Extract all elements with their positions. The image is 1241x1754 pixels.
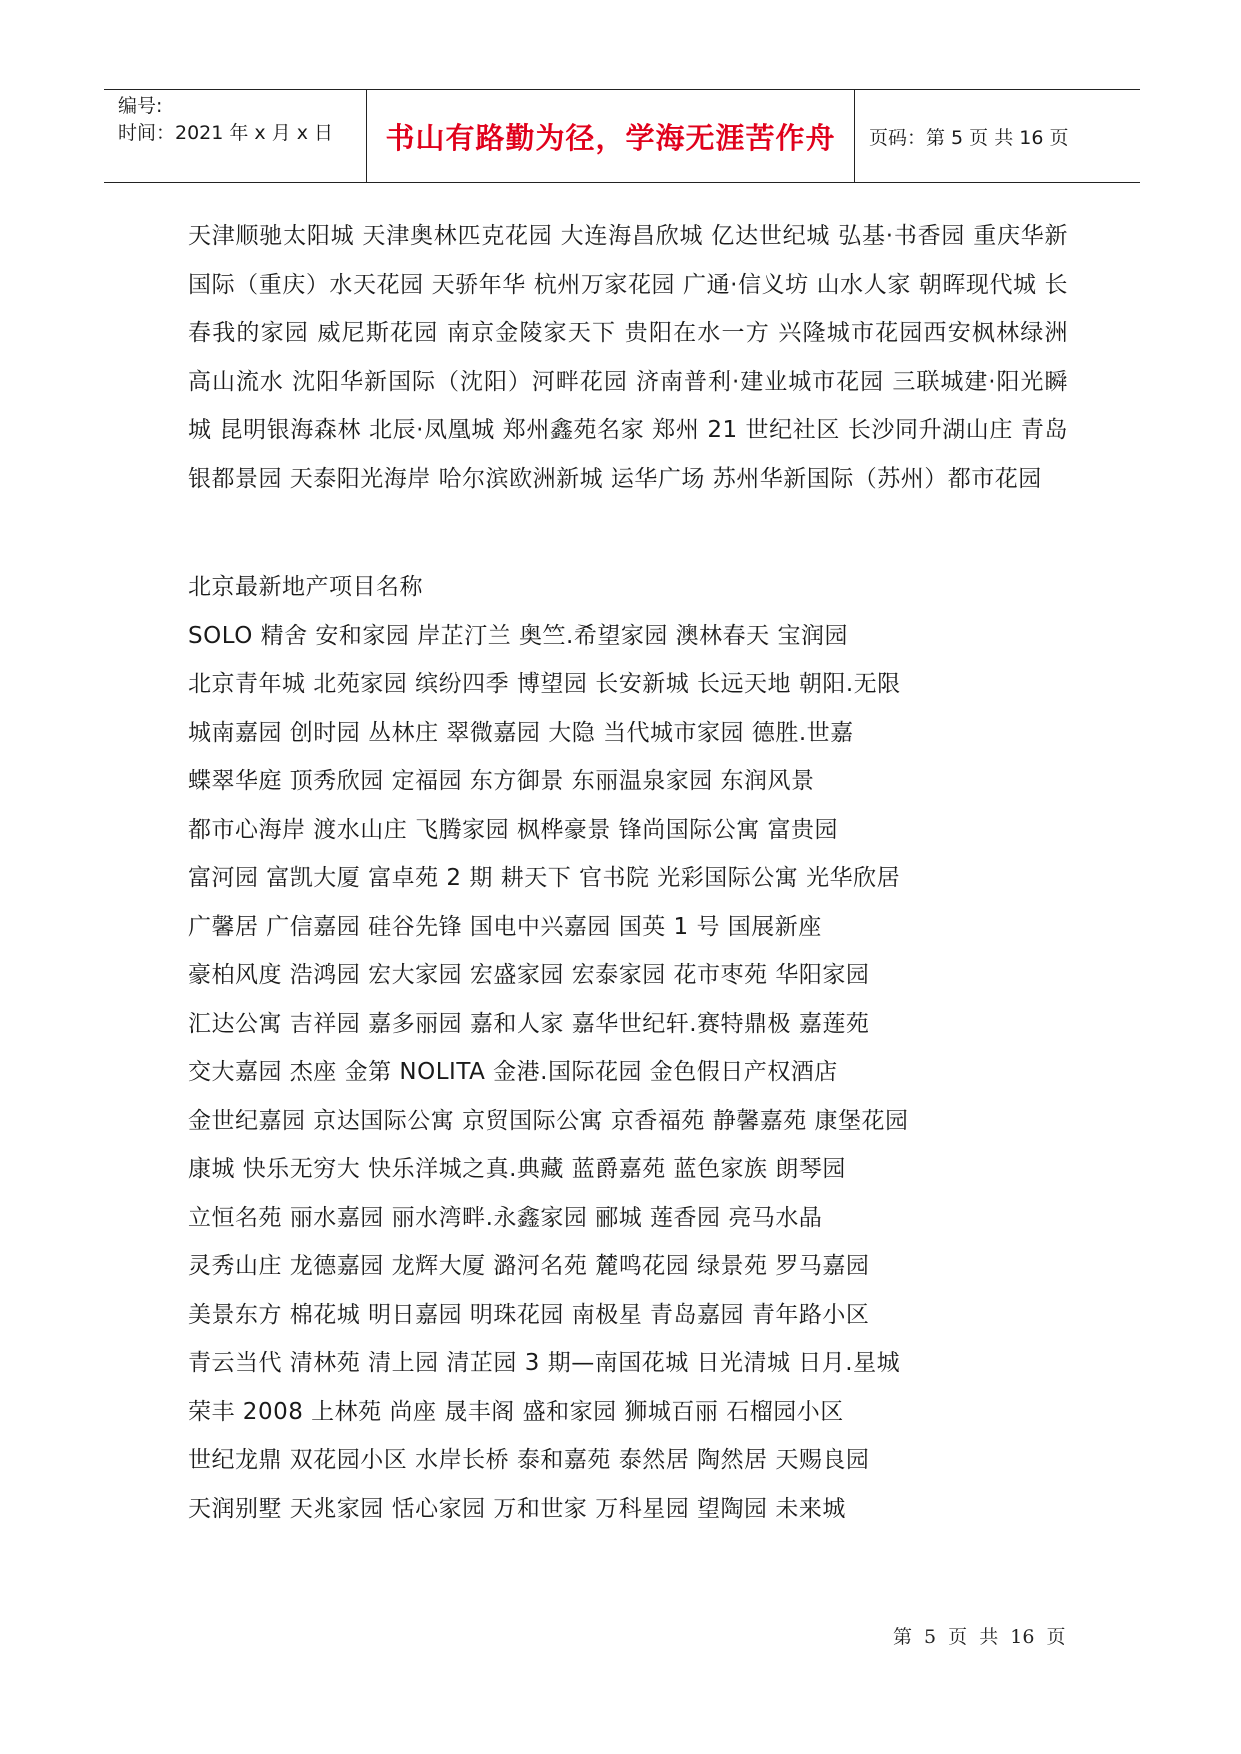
document-number-label: 编号:	[118, 95, 163, 117]
project-line: 天润别墅 天兆家园 恬心家园 万和世家 万科星园 望陶园 未来城	[188, 1495, 846, 1522]
project-line: 豪柏风度 浩鸿园 宏大家园 宏盛家园 宏泰家园 花市枣苑 华阳家园	[188, 962, 870, 988]
project-line: 灵秀山庄 龙德嘉园 龙辉大厦 潞河名苑 麓鸣花园 绿景苑 罗马嘉园	[188, 1253, 870, 1279]
document-body	[188, 212, 1068, 1533]
header-motto-cell	[367, 90, 855, 182]
project-line: 康城 快乐无穷大 快乐洋城之真.典藏 蓝爵嘉苑 蓝色家族 朗琴园	[188, 1156, 846, 1182]
project-line: 北京青年城 北苑家园 缤纷四季 博望园 长安新城 长远天地 朝阳.无限	[188, 671, 901, 697]
project-line: 青云当代 清林苑 清上园 清芷园 3 期—南国花城 日光清城 日月.星城	[188, 1350, 901, 1376]
project-line: 广馨居 广信嘉园 硅谷先锋 国电中兴嘉园 国英 1 号 国展新座	[188, 913, 822, 940]
project-line: 富河园 富凯大厦 富卓苑 2 期 耕天下 官书院 光彩国际公寓 光华欣居	[188, 865, 901, 891]
project-line: SOLO 精舍 安和家园 岸芷汀兰 奥竺.希望家园 澳林春天 宝润园	[188, 622, 848, 649]
header-motto: 书山有路勤为径，学海无涯苦作舟	[385, 120, 836, 155]
project-line: 金世纪嘉园 京达国际公寓 京贸国际公寓 京香福苑 静馨嘉苑 康堡花园	[188, 1107, 909, 1134]
project-line: 都市心海岸 渡水山庄 飞腾家园 枫桦豪景 锋尚国际公寓 富贵园	[188, 816, 839, 843]
header-info-cell	[104, 90, 367, 182]
project-line: 蝶翠华庭 顶秀欣园 定福园 东方御景 东丽温泉家园 东润风景	[188, 768, 815, 794]
project-line: 交大嘉园 杰座 金第 NOLITA 金港.国际花园 金色假日产权酒店	[188, 1059, 838, 1085]
project-line: 立恒名苑 丽水嘉园 丽水湾畔.永鑫家园 郦城 莲香园 亮马水晶	[188, 1204, 823, 1231]
page-footer: 第 5 页 共 16 页	[893, 1626, 1066, 1648]
project-line: 汇达公寓 吉祥园 嘉多丽园 嘉和人家 嘉华世纪轩.赛特鼎极 嘉莲苑	[188, 1010, 870, 1037]
header-page-cell	[855, 90, 1140, 182]
project-line: 城南嘉园 创时园 丛林庄 翠微嘉园 大隐 当代城市家园 德胜.世嘉	[188, 719, 854, 746]
project-line: 世纪龙鼎 双花园小区 水岸长桥 泰和嘉苑 泰然居 陶然居 天赐良园	[188, 1447, 870, 1473]
project-line: 美景东方 棉花城 明日嘉园 明珠花园 南极星 青岛嘉园 青年路小区	[188, 1301, 870, 1328]
header-page-label: 页码：第 5 页 共 16 页	[869, 126, 1069, 149]
page-header	[104, 89, 1140, 183]
document-time-label: 时间：2021 年 x 月 x 日	[118, 122, 334, 144]
intro-paragraph: 天津顺驰太阳城 天津奥林匹克花园 大连海昌欣城 亿达世纪城 弘基·书香园 重庆华新国际（重庆）水天花园 天骄年华 杭州万家花园 广通·信义坊 山水人家 朝晖现代城 长春我的家园 威尼斯花园 南京金陵家天下 贵阳在水一方 兴隆城市花园西安枫林绿洲 高山流水 沈阳华新国际（沈阳）河畔花园 济南普利·建业城市花园 三联城建·阳光瞬城 昆明银海森林 北辰·凤凰城 郑州鑫苑名家 郑州 21 世纪社区 长沙同升湖山庄 青岛银都景园 天泰阳光海岸 哈尔滨欧洲新城 运华广场 苏州华新国际（苏州）都市花园	[188, 223, 1068, 492]
project-line: 荣丰 2008 上林苑 尚座 晟丰阁 盛和家园 狮城百丽 石榴园小区	[188, 1398, 844, 1425]
section-title: 北京最新地产项目名称	[188, 574, 423, 600]
